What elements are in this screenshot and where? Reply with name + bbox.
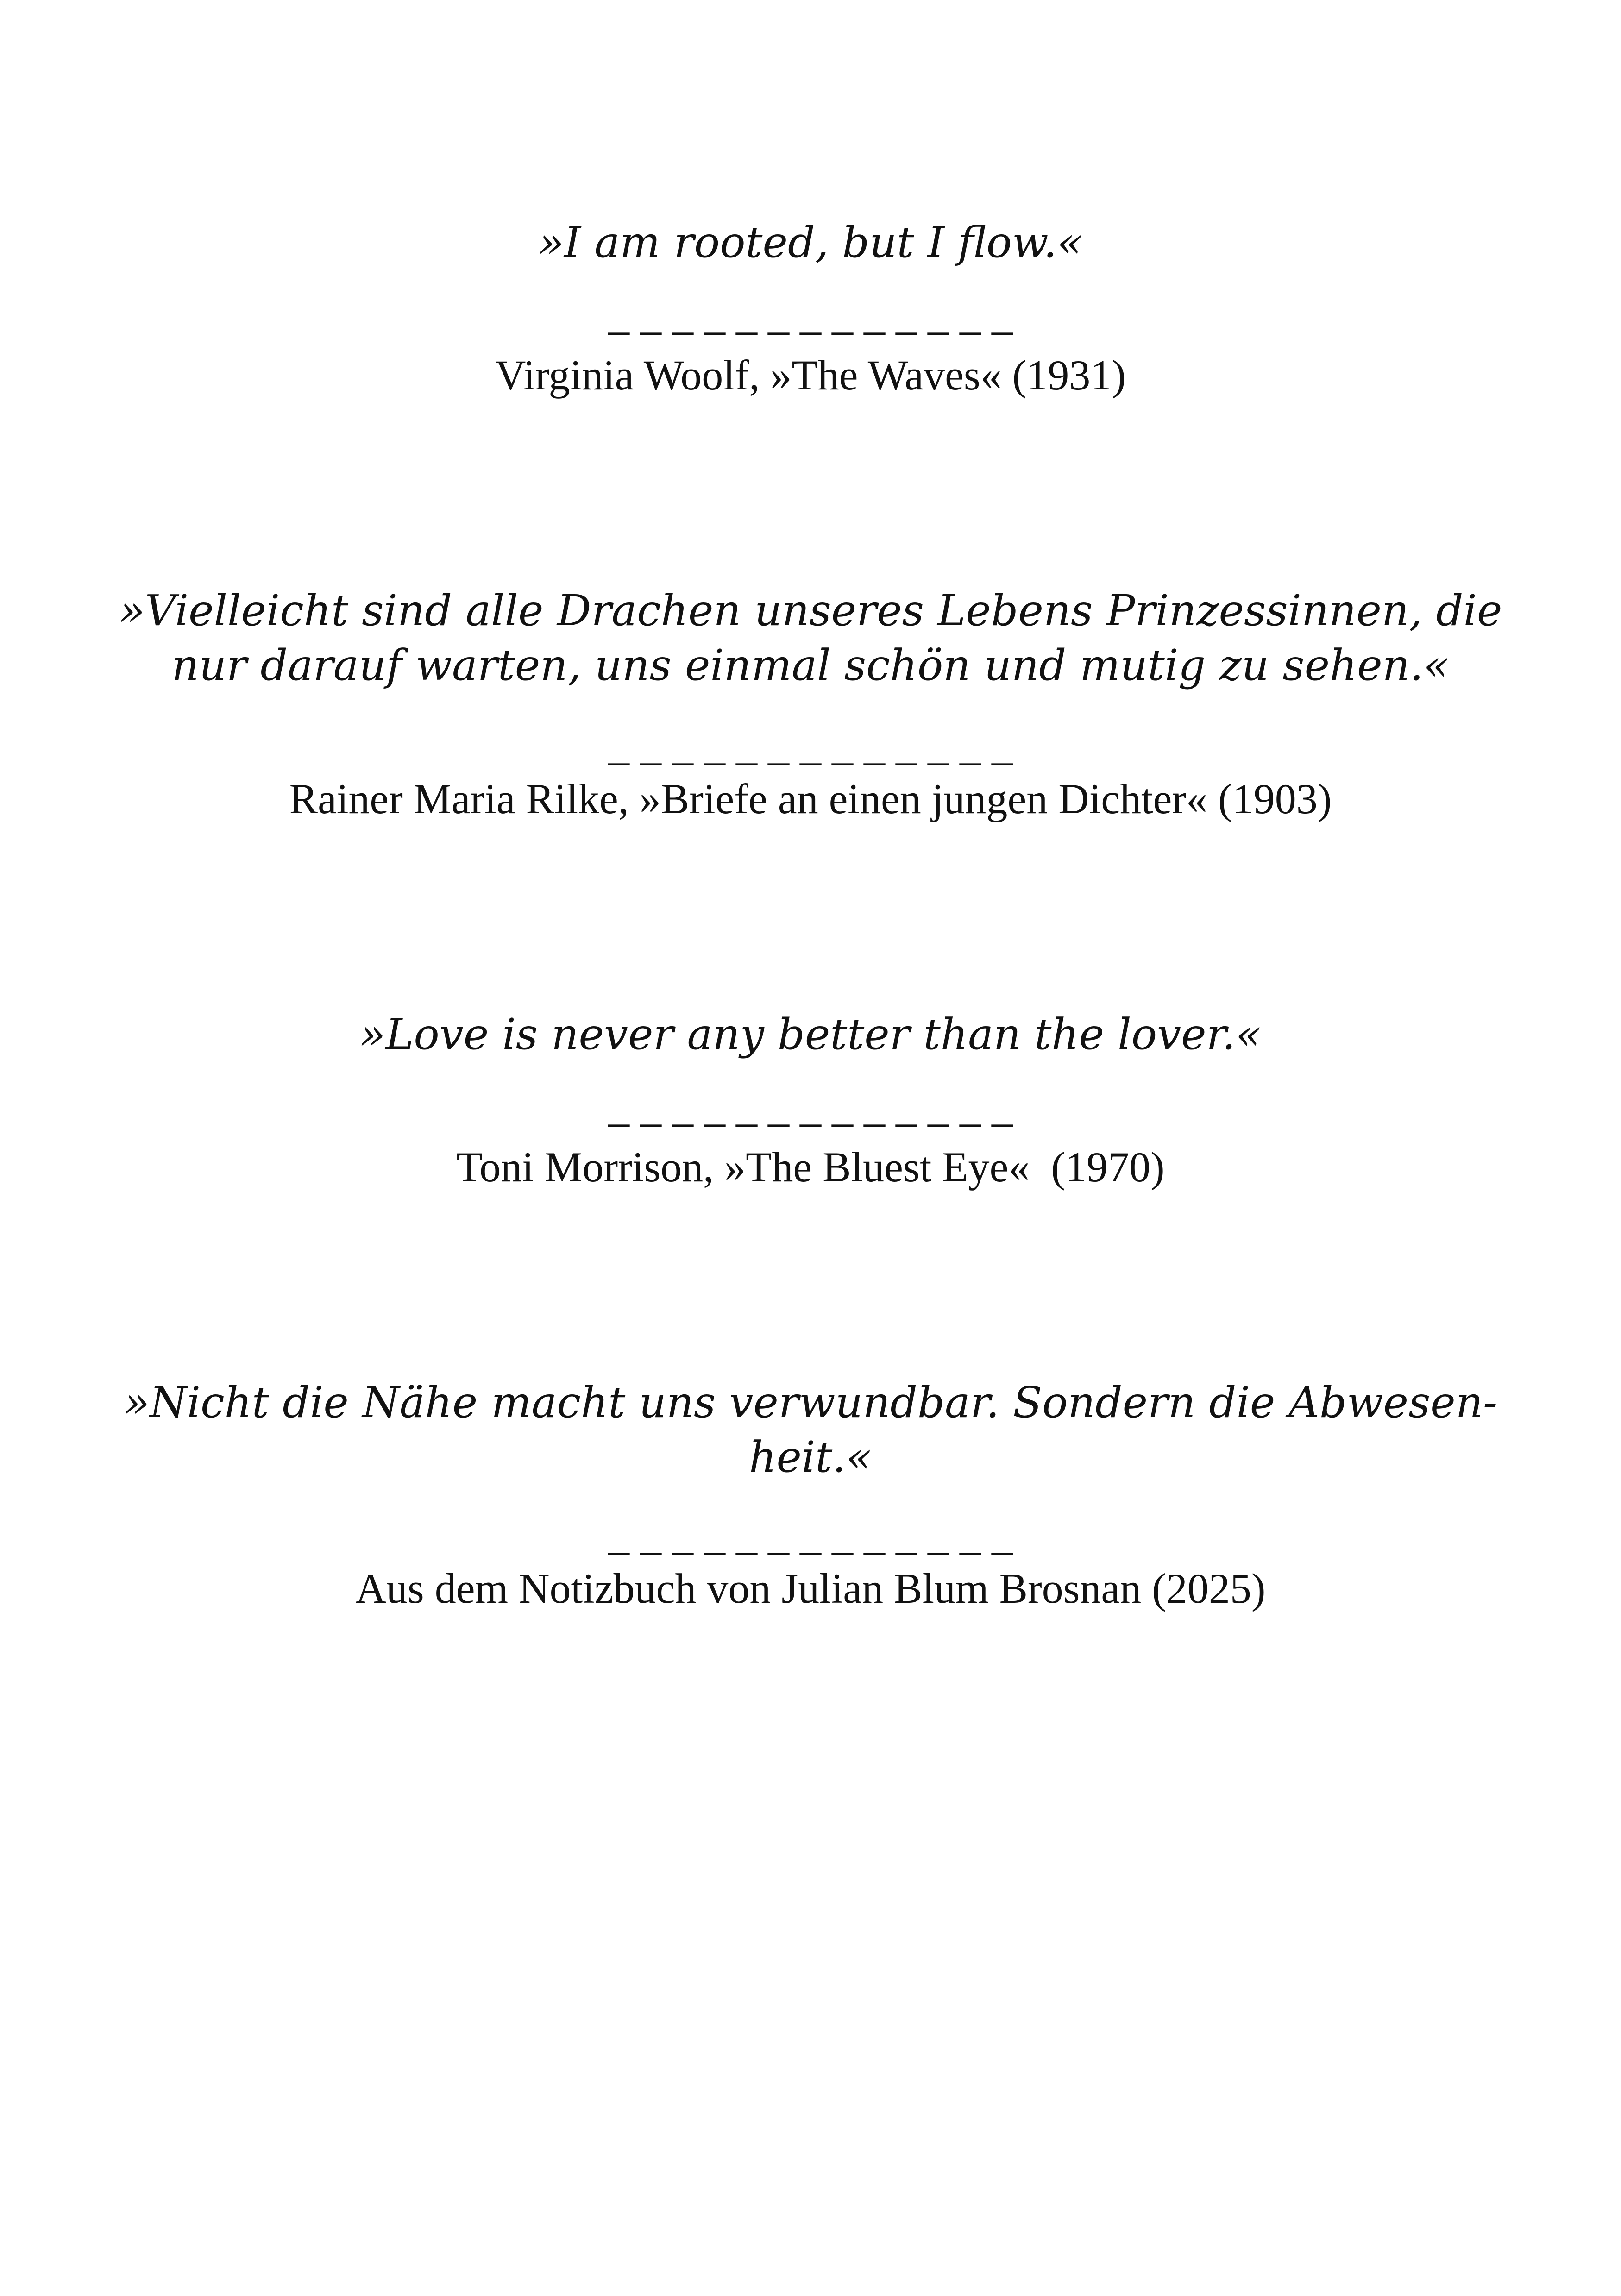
quote-line: »I am rooted, but I flow.« xyxy=(538,218,1083,267)
quote-attribution: Aus dem Notizbuch von Julian Blum Brosnan (2025) xyxy=(355,1565,1266,1612)
separator: _ _ _ _ _ _ _ _ _ _ _ _ _ xyxy=(608,1083,1013,1130)
quote-line: »Vielleicht sind alle Drachen unseres Lebens Prinzessinnen, die xyxy=(119,586,1502,635)
quote-line: »Nicht die Nähe macht uns verwundbar. Sondern die Abwesen- xyxy=(123,1378,1498,1427)
quote-text xyxy=(0,215,1621,270)
separator: _ _ _ _ _ _ _ _ _ _ _ _ _ xyxy=(608,722,1013,769)
quote-line: »Love is never any better than the lover.« xyxy=(359,1010,1262,1059)
quote-text xyxy=(0,583,1621,693)
separator: _ _ _ _ _ _ _ _ _ _ _ _ _ xyxy=(608,1512,1013,1559)
quote-text xyxy=(0,1375,1621,1485)
quote-text xyxy=(0,1007,1621,1062)
quote-attribution: Toni Morrison, »The Bluest Eye« (1970) xyxy=(456,1143,1165,1191)
separator: _ _ _ _ _ _ _ _ _ _ _ _ _ xyxy=(608,291,1013,339)
quote-attribution: Virginia Woolf, »The Waves« (1931) xyxy=(495,351,1126,399)
quote-line: heit.« xyxy=(749,1432,872,1482)
quote-line: nur darauf warten, uns einmal schön und mutig zu sehen.« xyxy=(171,640,1450,690)
quote-attribution: Rainer Maria Rilke, »Briefe an einen jungen Dichter« (1903) xyxy=(289,775,1332,822)
